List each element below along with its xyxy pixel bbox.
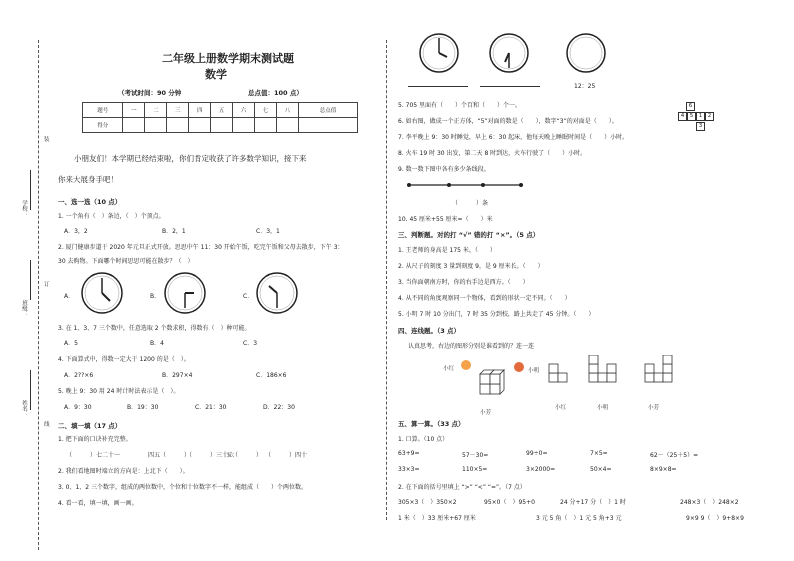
- compare-item[interactable]: 9×9 9（ ）9+8×9: [686, 515, 744, 522]
- option[interactable]: B．4: [150, 340, 164, 347]
- score-cell: 六: [233, 103, 255, 118]
- calc-item[interactable]: 63+9=: [398, 450, 420, 457]
- person-label: 小明: [528, 368, 540, 374]
- calc-item[interactable]: 99÷0=: [526, 450, 548, 457]
- score-cell: 三: [167, 103, 189, 118]
- intro-line-1: 小朋友们！本学期已经结束啦，你们肯定收获了许多数学知识，接下来: [74, 154, 307, 163]
- score-input[interactable]: [145, 118, 167, 133]
- score-cell: 四: [189, 103, 211, 118]
- sec5-heading: 五、算一算。（33 点）: [398, 420, 465, 428]
- sec5-q1: 1. 口算。（10 点）: [398, 436, 449, 443]
- option[interactable]: B．297×4: [162, 372, 193, 379]
- score-cell: 得分: [83, 118, 123, 133]
- right-q6: 6. 如右图，做成一个正方体，“5”对面的数是（ ），数字“3”的对面是（ ）。: [398, 118, 618, 125]
- option[interactable]: B．2，1: [162, 228, 186, 235]
- subject-title: 数学: [205, 68, 227, 81]
- clock-icon: [255, 271, 299, 315]
- score-cell: 题号: [83, 103, 123, 118]
- calc-item[interactable]: 7×5=: [590, 450, 608, 457]
- right-q7: 7. 李平晚上 9：30 时睡觉，早上 6：30 起床，他每天晚上睡眠时间是（ ）小时。: [398, 134, 629, 141]
- fill-blank[interactable]: （ ）三十六: [186, 452, 235, 459]
- answer-line[interactable]: [408, 86, 468, 87]
- option[interactable]: B．19：30: [127, 404, 159, 411]
- judge-item[interactable]: 3. 当你面朝南方时，你的右手边是西方。（ ）: [398, 279, 529, 286]
- fill-blank[interactable]: （ ）四十: [265, 452, 308, 459]
- sec3-heading: 三、判断题。对的打 “√” 错的打 “×”。（5 点）: [398, 231, 540, 239]
- sec2-q3: 3. 0、1、2 三个数字，组成的两位数中，个位和十位数字不一样，能组成（ ）个两位数。: [58, 484, 307, 491]
- judge-item[interactable]: 2. 从尺子的刻度 3 量到刻度 9，是 9 厘米长。（ ）: [398, 263, 544, 270]
- sec4-heading: 四、连线题。（3 点）: [398, 327, 461, 335]
- option[interactable]: A．2??×6: [64, 372, 94, 379]
- option[interactable]: A．: [64, 293, 75, 300]
- right-q8: 8. 火车 19 时 30 出发，第二天 8 时到达，火车行驶了（ ）小时。: [398, 150, 587, 157]
- compare-item[interactable]: 24 分+17 分（ ）1 时: [560, 499, 626, 506]
- calc-item[interactable]: 33×3=: [398, 466, 420, 473]
- girl-icon: [461, 360, 471, 370]
- fill-blank[interactable]: （ ）七二十一: [66, 452, 121, 459]
- option[interactable]: C．3: [243, 340, 258, 347]
- person-label: 小芳: [480, 410, 492, 416]
- option[interactable]: A．3，2: [64, 228, 88, 235]
- q9-blank[interactable]: （ ）条: [452, 200, 489, 207]
- clock-icon: [163, 271, 207, 315]
- intro-line-2: 你来大展身手吧！: [58, 175, 118, 184]
- score-input[interactable]: [123, 118, 145, 133]
- sec1-q3: 3. 在 1、3、7 三个数中，任意选取 2 个数求积，得数有（ ）种可能。: [58, 325, 251, 332]
- score-input[interactable]: [277, 118, 299, 133]
- calc-item[interactable]: 57－30=: [462, 452, 489, 459]
- score-cell: 八: [277, 103, 299, 118]
- judge-item[interactable]: 5. 小明 7 时 10 分出门，7 时 35 分到校，路上共走了 45 分钟。（ ）: [398, 311, 595, 318]
- page-title: 二年级上册数学期末测试题: [162, 52, 294, 65]
- sec1-q1: 1. 一个角有（ ）条边，（ ）个顶点。: [58, 213, 165, 220]
- clock-icon: [565, 32, 607, 74]
- calc-item[interactable]: 110×5=: [462, 466, 488, 473]
- clock-icon: [418, 32, 460, 74]
- sec1-q5: 5. 晚上 9：30 用 24 时计时法表示是（ ）。: [58, 388, 180, 395]
- seal-word-2: 订: [44, 282, 50, 288]
- binding-line: [38, 40, 39, 550]
- option[interactable]: A．5: [64, 340, 78, 347]
- exam-time: （考试时间：90 分钟: [118, 89, 182, 97]
- sec2-heading: 二、填一填（17 点）: [58, 422, 122, 430]
- view-figures: [545, 355, 695, 387]
- sec2-q1: 1. 把下面的口诀补充完整。: [58, 436, 132, 443]
- judge-item[interactable]: 4. 从不同的角度观察同一个物体，看到的形状一定不同。（ ）: [398, 295, 571, 302]
- right-q9: 9. 数一数下图中各有多少条线段。: [398, 166, 490, 173]
- seal-word-1: 装: [44, 137, 50, 143]
- compare-item[interactable]: 95×0（ ）95+0: [484, 499, 535, 506]
- margin-class: 班级：: [21, 300, 27, 317]
- score-input[interactable]: [255, 118, 277, 133]
- score-input[interactable]: [189, 118, 211, 133]
- right-q5: 5. 705 里面有（ ）个百和（ ）个一。: [398, 102, 521, 109]
- option[interactable]: C．: [243, 293, 254, 300]
- cube-stack-figure: [476, 360, 512, 400]
- exam-total: 总点值：100 点）: [248, 89, 303, 97]
- sec5-q2: 2. 在下面的括号里填上 “>” “<” “=”。（7 点）: [398, 484, 526, 491]
- score-cell: 总点值: [298, 103, 357, 118]
- compare-item[interactable]: 305×3（ ）350×2: [398, 499, 457, 506]
- margin-name: 姓名：: [21, 400, 27, 417]
- judge-item[interactable]: 1. 王老师的身高是 175 米。（ ）: [398, 247, 496, 254]
- sec1-q2a: 2. 厦门健康步道于 2020 年元旦正式开放。思思中午 11：30 开始午饭，吃完午饭和父母去散步，下午 3：: [58, 244, 344, 251]
- clock-time-label: 12：25: [574, 83, 596, 90]
- score-cell: 五: [211, 103, 233, 118]
- fill-blank[interactable]: 五（ ）: [226, 452, 263, 459]
- calc-item[interactable]: 62－（25＋5）=: [650, 452, 699, 459]
- score-input[interactable]: [167, 118, 189, 133]
- score-input[interactable]: [233, 118, 255, 133]
- sec4-prompt: 认真思考，右边的图形分别是谁看到的？连一连: [408, 343, 535, 350]
- segment-figure: [405, 178, 525, 192]
- calc-item[interactable]: 3×2000=: [526, 466, 556, 473]
- fill-blank[interactable]: 四五（ ）: [148, 452, 191, 459]
- column-divider: [386, 40, 387, 520]
- score-cell: 二: [145, 103, 167, 118]
- calc-item[interactable]: 50×4=: [590, 466, 612, 473]
- score-cell: 一: [123, 103, 145, 118]
- answer-line[interactable]: [480, 86, 540, 87]
- seal-word-3: 线: [44, 422, 50, 428]
- score-input[interactable]: [211, 118, 233, 133]
- sec2-q4: 4. 看一看，填一填，画一画。: [58, 500, 138, 507]
- clock-icon: [80, 271, 124, 315]
- right-q10: 10. 45 厘米+55 厘米=（ ）米: [398, 216, 493, 223]
- score-cell: 七: [255, 103, 277, 118]
- calc-item[interactable]: 8×9×8=: [650, 466, 677, 473]
- score-input[interactable]: [298, 118, 357, 133]
- boy-icon: [514, 362, 524, 372]
- sec1-q2b: 30 去购物。下面哪个时间思思可能在散步？（ ）: [58, 258, 194, 265]
- view-label: 小红: [555, 405, 567, 411]
- view-label: 小芳: [648, 405, 660, 411]
- sec1-q4: 4. 下面算式中，得数一定大于 1200 的是（ ）。: [58, 356, 190, 363]
- option[interactable]: C．21：30: [195, 404, 227, 411]
- person-label: 小红: [443, 366, 455, 372]
- sec1-heading: 一、选一选（10 点）: [58, 198, 122, 206]
- sec2-q2: 2. 我们看地图时端立的方向是：上北下（ ）。: [58, 468, 189, 475]
- option[interactable]: B．: [150, 293, 161, 300]
- score-table: [82, 102, 358, 133]
- view-label: 小明: [597, 405, 609, 411]
- compare-item[interactable]: 3 元 5 角（ ）1 元 5 角+3 元: [536, 515, 622, 522]
- option[interactable]: D．22：30: [263, 404, 295, 411]
- option[interactable]: C．186×6: [256, 372, 287, 379]
- option[interactable]: A．9：30: [64, 404, 92, 411]
- option[interactable]: C．3，1: [256, 228, 280, 235]
- margin-school: 学校：: [21, 200, 27, 217]
- compare-item[interactable]: 248×3（ ）248×2: [680, 499, 739, 506]
- clock-icon: [488, 32, 530, 74]
- compare-item[interactable]: 1 米（ ）33 厘米+67 厘米: [398, 515, 476, 522]
